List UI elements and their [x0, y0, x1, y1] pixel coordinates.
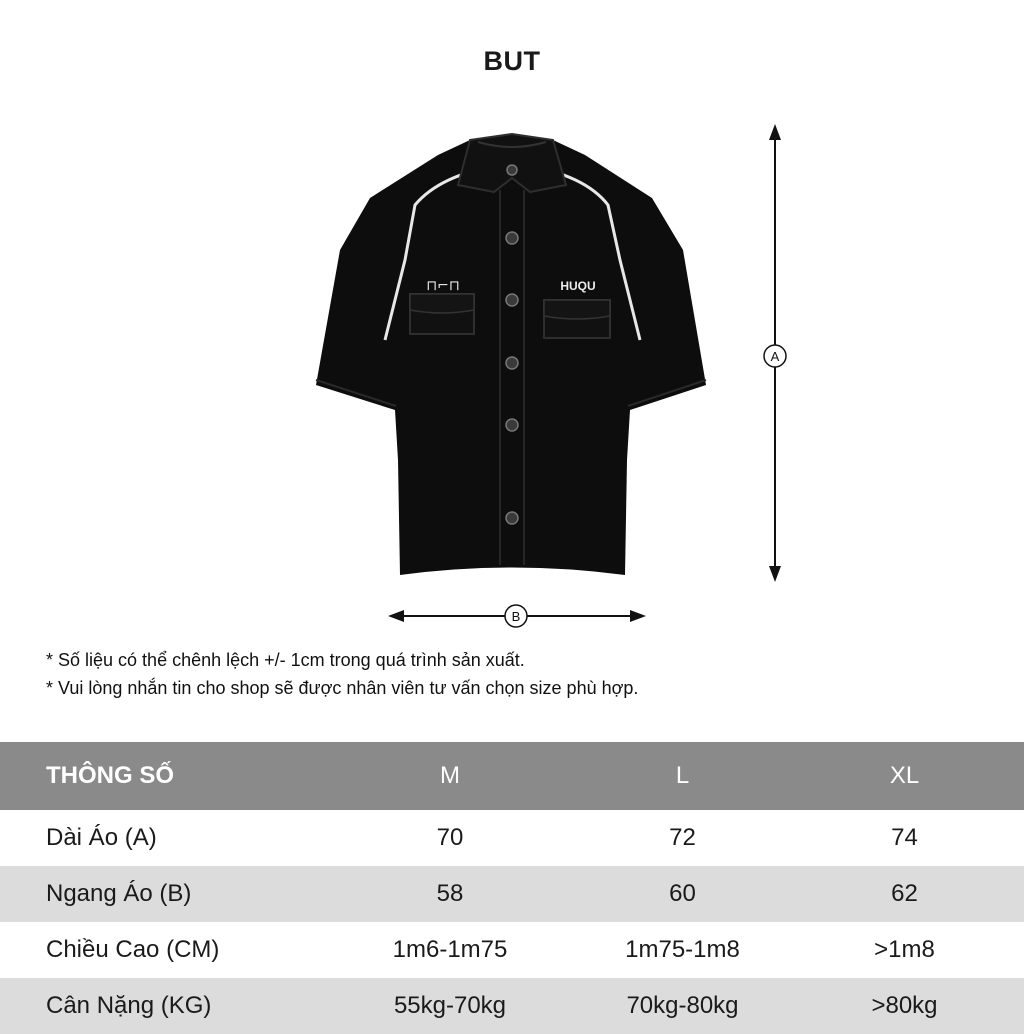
row-label: Ngang Áo (B)	[46, 880, 192, 907]
measure-a-arrow-top	[769, 124, 781, 140]
note-line: * Vui lòng nhắn tin cho shop sẽ được nhân viên tư vấn chọn size phù hợp.	[46, 678, 639, 698]
note-line: * Số liệu có thể chênh lệch +/- 1cm trong quá trình sản xuất.	[46, 650, 525, 670]
left-pocket-flap	[410, 294, 474, 313]
header-label: THÔNG SỐ	[46, 762, 175, 789]
table-row	[0, 922, 1024, 978]
button	[507, 165, 517, 175]
cell-value: 1m6-1m75	[392, 936, 508, 963]
size-notes	[46, 646, 638, 702]
button	[506, 357, 518, 369]
row-label: Chiều Cao (CM)	[46, 936, 220, 963]
cell-value: 55kg-70kg	[393, 992, 507, 1019]
cell-value: 70kg-80kg	[626, 992, 739, 1019]
table-row	[0, 810, 1024, 866]
cell-value: 74	[891, 824, 918, 851]
cell-value: 72	[669, 824, 696, 851]
right-pocket-flap	[544, 300, 610, 319]
measure-b-arrow-left	[388, 610, 404, 622]
measure-a-arrow-bottom	[769, 566, 781, 582]
table-row	[0, 978, 1024, 1034]
cell-value: >1m8	[874, 936, 935, 963]
cell-value: >80kg	[871, 992, 938, 1019]
product-title: BUT	[483, 46, 541, 76]
cell-value: 58	[436, 880, 464, 907]
row-label: Cân Nặng (KG)	[46, 992, 212, 1019]
header-size-l: L	[675, 762, 690, 789]
cell-value: 62	[891, 880, 918, 907]
button	[506, 294, 518, 306]
measure-b-label: B	[511, 609, 521, 624]
measure-b-arrow-right	[630, 610, 646, 622]
table-row	[0, 866, 1024, 922]
right-pocket-text: HUQU	[560, 279, 596, 293]
button	[506, 419, 518, 431]
row-label: Dài Áo (A)	[46, 824, 157, 851]
button	[506, 512, 518, 524]
cell-value: 60	[669, 880, 696, 907]
button	[506, 232, 518, 244]
cell-value: 1m75-1m8	[625, 936, 740, 963]
left-pocket-logo: ⊓⌐⊓	[426, 278, 460, 294]
cell-value: 70	[436, 824, 464, 851]
header-size-xl: XL	[889, 762, 920, 789]
measure-a-label: A	[770, 349, 780, 364]
header-size-m: M	[440, 762, 460, 789]
table-header-row	[0, 742, 1024, 810]
size-chart-table	[0, 742, 1024, 1034]
